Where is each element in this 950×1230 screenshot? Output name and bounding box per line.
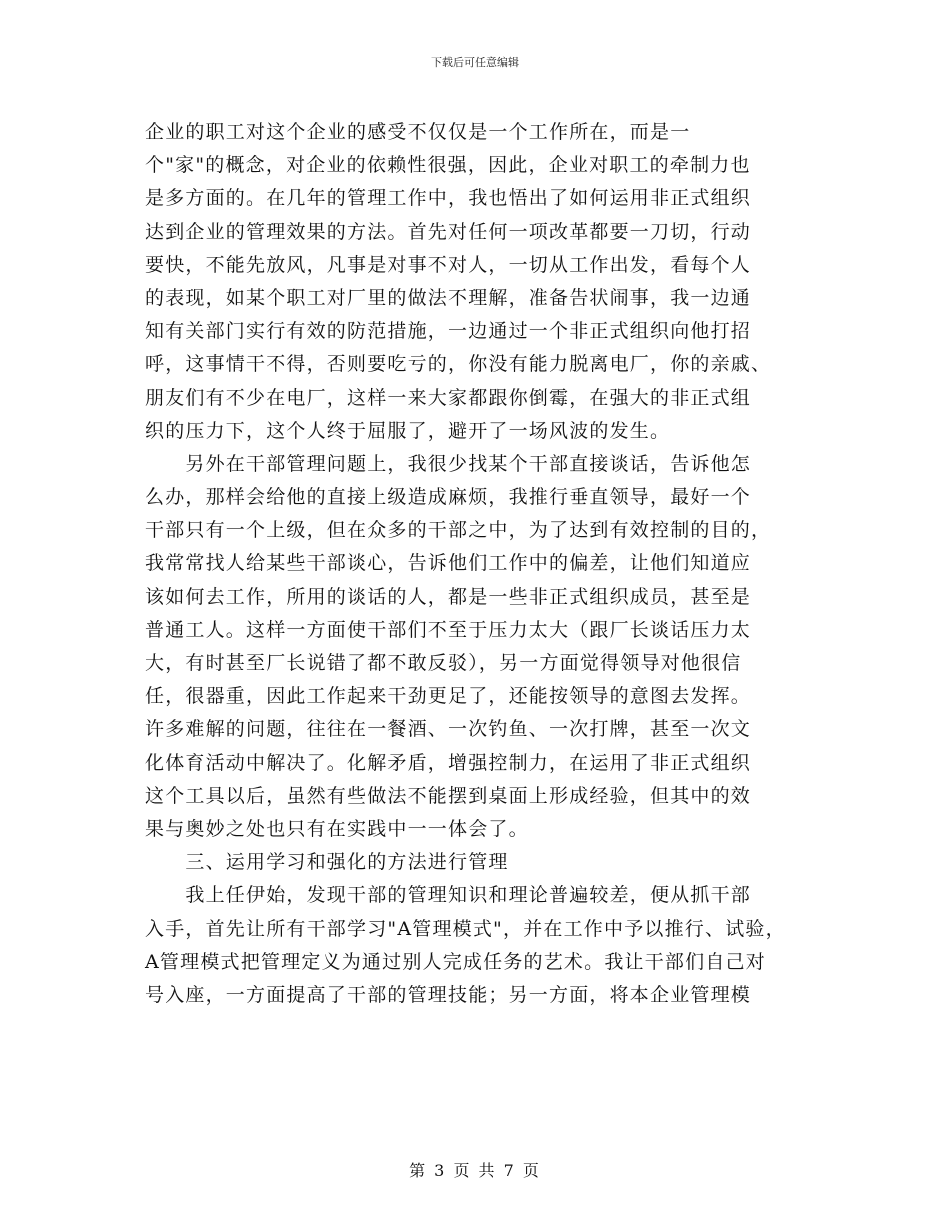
text-line: 我常常找人给某些干部谈心，告诉他们工作中的偏差，让他们知道应 — [145, 552, 752, 575]
text-line: 果与奥妙之处也只有在实践中一一体会了。 — [145, 817, 529, 840]
text-line: 许多难解的问题，往往在一餐酒、一次钓鱼、一次打牌，甚至一次文 — [145, 718, 752, 741]
text-line: 呼，这事情干不得，否则要吃亏的，你没有能力脱离电厂，你的亲戚、 — [145, 353, 772, 376]
text-line: 朋友们有不少在电厂，这样一来大家都跟你倒霉，在强大的非正式组 — [145, 386, 752, 409]
footer-suffix: 页 — [522, 1161, 541, 1180]
document-body — [145, 116, 805, 1012]
page-footer — [0, 1158, 950, 1181]
text-line: 大，有时甚至厂长说错了都不敢反驳），另一方面觉得领导对他很信 — [145, 652, 742, 674]
text-line: 么办，那样会给他的直接上级造成麻烦，我推行垂直领导，最好一个 — [145, 486, 752, 509]
text-line: 入手，首先让所有干部学习"A管理模式"，并在工作中予以推行、试验， — [145, 917, 786, 940]
current-page-number: 3 — [434, 1161, 447, 1180]
text-line: 这个工具以后，虽然有些做法不能摆到桌面上形成经验，但其中的效 — [145, 784, 752, 807]
text-line: 企业的职工对这个企业的感受不仅仅是一个工作所在，而是一 — [145, 121, 691, 143]
page-header: 下载后可任意编辑 — [431, 56, 519, 69]
text-line: 知有关部门实行有效的防范措施，一边通过一个非正式组织向他打招 — [145, 320, 752, 343]
total-pages-number: 7 — [503, 1161, 516, 1180]
text-line: 号入座，一方面提高了干部的管理技能；另一方面，将本企业管理模 — [145, 983, 752, 1006]
footer-middle: 页 共 — [453, 1161, 497, 1180]
text-line: 任，很器重，因此工作起来干劲更足了，还能按领导的意图去发挥。 — [145, 685, 752, 708]
text-line: A管理模式把管理定义为通过别人完成任务的艺术。我让干部们自己对 — [145, 950, 766, 973]
text-line: 我上任伊始，发现干部的管理知识和理论普遍较差，便从抓干部 — [145, 884, 752, 907]
text-line: 另外在干部管理问题上，我很少找某个干部直接谈话，告诉他怎 — [145, 452, 752, 475]
text-line: 该如何去工作，所用的谈话的人，都是一些非正式组织成员，甚至是 — [145, 585, 752, 608]
text-line: 干部只有一个上级，但在众多的干部之中，为了达到有效控制的目的， — [145, 519, 772, 542]
text-line: 的表现，如某个职工对厂里的做法不理解，准备告状闹事，我一边通 — [145, 286, 752, 309]
text-line: 化体育活动中解决了。化解矛盾，增强控制力，在运用了非正式组织 — [145, 751, 752, 774]
text-line: 普通工人。这样一方面使干部们不至于压力太大（跟厂长谈话压力太 — [145, 618, 752, 641]
text-line: 达到企业的管理效果的方法。首先对任何一项改革都要一刀切，行动 — [145, 220, 752, 243]
section-heading: 三、运用学习和强化的方法进行管理 — [145, 851, 509, 874]
text-line: 要快，不能先放风，凡事是对事不对人，一切从工作出发，看每个人 — [145, 253, 752, 276]
text-line: 是多方面的。在几年的管理工作中，我也悟出了如何运用非正式组织 — [145, 187, 752, 210]
text-line: 织的压力下，这个人终于屈服了，避开了一场风波的发生。 — [145, 419, 671, 442]
text-line: 个"家"的概念，对企业的依赖性很强，因此，企业对职工的牵制力也 — [145, 154, 751, 177]
footer-prefix: 第 — [409, 1161, 428, 1180]
